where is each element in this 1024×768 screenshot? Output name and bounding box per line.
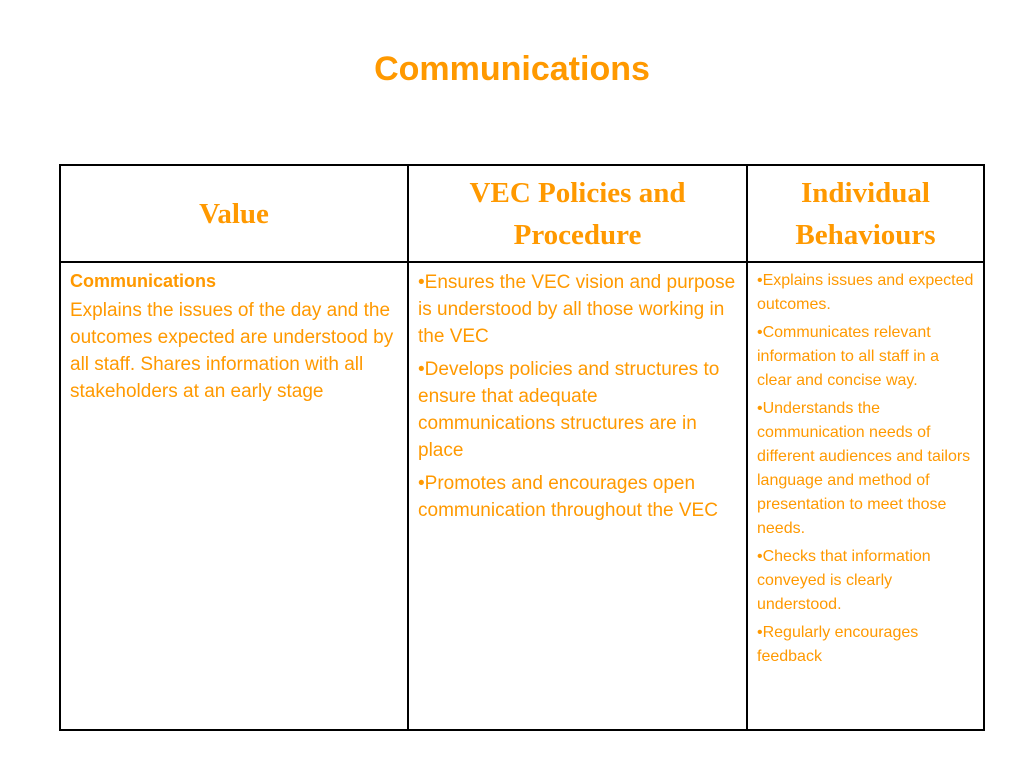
policies-cell (408, 262, 747, 730)
value-description: Explains the issues of the day and the outcomes expected are understood by all staff. Shares information with all stakeholders at an early stage (70, 300, 394, 402)
behaviour-item: •Communicates relevant information to all staff in a clear and concise way. (757, 324, 940, 389)
communications-table (59, 164, 985, 731)
value-heading: Communications (70, 271, 217, 291)
behaviour-item: •Understands the communication needs of different audiences and tailors language and method of presentation to meet those needs. (757, 400, 971, 537)
header-behaviours: Individual Behaviours (747, 165, 984, 262)
behaviour-item: •Regularly encourages feedback (757, 624, 919, 665)
policy-item: •Promotes and encourages open communication throughout the VEC (418, 473, 718, 521)
header-policies: VEC Policies and Procedure (408, 165, 747, 262)
behaviour-item: •Explains issues and expected outcomes. (757, 272, 974, 313)
slide-title: Communications (374, 50, 650, 88)
behaviours-cell (747, 262, 984, 730)
header-value: Value (60, 165, 408, 262)
table-header-row (60, 165, 984, 262)
policy-item: •Develops policies and structures to ensure that adequate communications structures are in place (418, 359, 720, 461)
table-row (60, 262, 984, 730)
value-cell (60, 262, 408, 730)
policy-item: •Ensures the VEC vision and purpose is understood by all those working in the VEC (418, 272, 736, 347)
behaviour-item: •Checks that information conveyed is clearly understood. (757, 548, 931, 613)
